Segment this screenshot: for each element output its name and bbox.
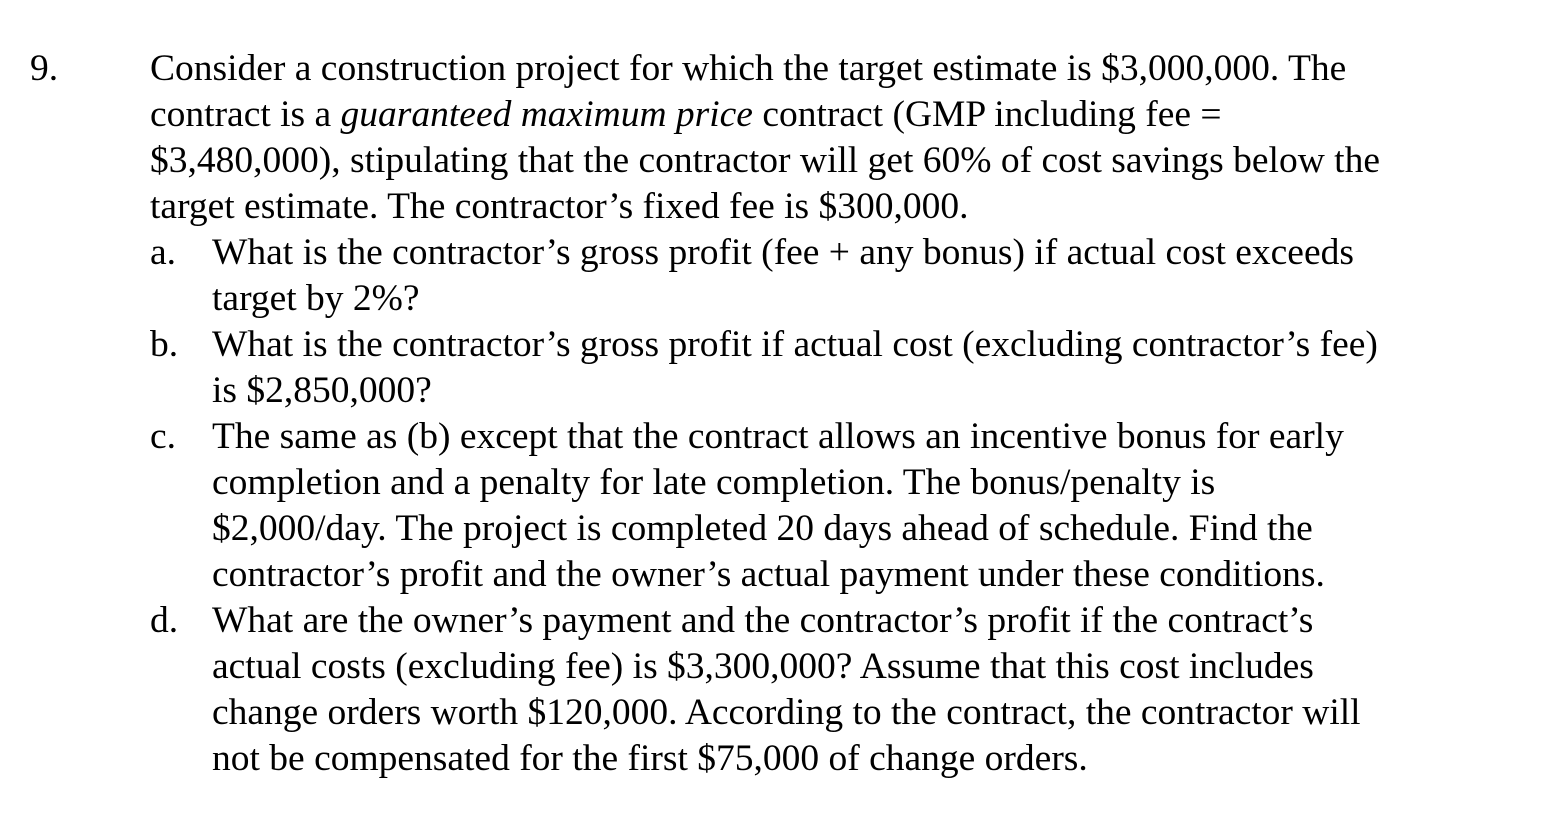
sub-question-line: target by 2%? (212, 278, 420, 319)
sub-question-d (0, 598, 1567, 782)
sub-question-line: not be compensated for the first $75,000 of change orders. (212, 738, 1088, 779)
sub-question-line: $2,000/day. The project is completed 20 days ahead of schedule. Find the (212, 508, 1313, 549)
sub-question-text (212, 322, 1532, 414)
sub-question-text (212, 230, 1532, 322)
stem-line-2 (150, 92, 1540, 138)
question-number: 9. (30, 48, 59, 89)
sub-question-line: contractor’s profit and the owner’s actual payment under these conditions. (212, 554, 1325, 595)
contract-type-emphasis: guaranteed maximum price (340, 94, 753, 135)
sub-question-letter: d. (150, 600, 179, 641)
question-stem (150, 46, 1540, 230)
sub-question-line: completion and a penalty for late completion. The bonus/penalty is (212, 462, 1216, 503)
sub-question-b (0, 322, 1567, 414)
sub-question-a (0, 230, 1567, 322)
stem-line-2-start: contract is a (150, 94, 341, 135)
sub-question-line: is $2,850,000? (212, 370, 432, 411)
sub-question-text (212, 414, 1532, 598)
sub-question-text (212, 598, 1532, 782)
sub-question-line: What is the contractor’s gross profit if actual cost (excluding contractor’s fee) (212, 324, 1378, 365)
sub-question-list (0, 230, 1567, 782)
sub-question-line: What is the contractor’s gross profit (fee + any bonus) if actual cost exceeds (212, 232, 1354, 273)
sub-question-line: What are the owner’s payment and the contractor’s profit if the contract’s (212, 600, 1314, 641)
sub-question-line: The same as (b) except that the contract allows an incentive bonus for early (212, 416, 1344, 457)
sub-question-line: change orders worth $120,000. According to the contract, the contractor will (212, 692, 1361, 733)
sub-question-letter: a. (150, 232, 177, 273)
stem-line-2-end: contract (GMP including fee = (752, 94, 1222, 135)
sub-question-letter: c. (150, 416, 177, 457)
stem-line-3: $3,480,000), stipulating that the contractor will get 60% of cost savings below the (150, 140, 1380, 181)
stem-line-1: Consider a construction project for which the target estimate is $3,000,000. The (150, 48, 1347, 89)
sub-question-letter: b. (150, 324, 179, 365)
stem-line-4: target estimate. The contractor’s fixed fee is $300,000. (150, 186, 969, 227)
sub-question-c (0, 414, 1567, 598)
sub-question-line: actual costs (excluding fee) is $3,300,000? Assume that this cost includes (212, 646, 1314, 687)
